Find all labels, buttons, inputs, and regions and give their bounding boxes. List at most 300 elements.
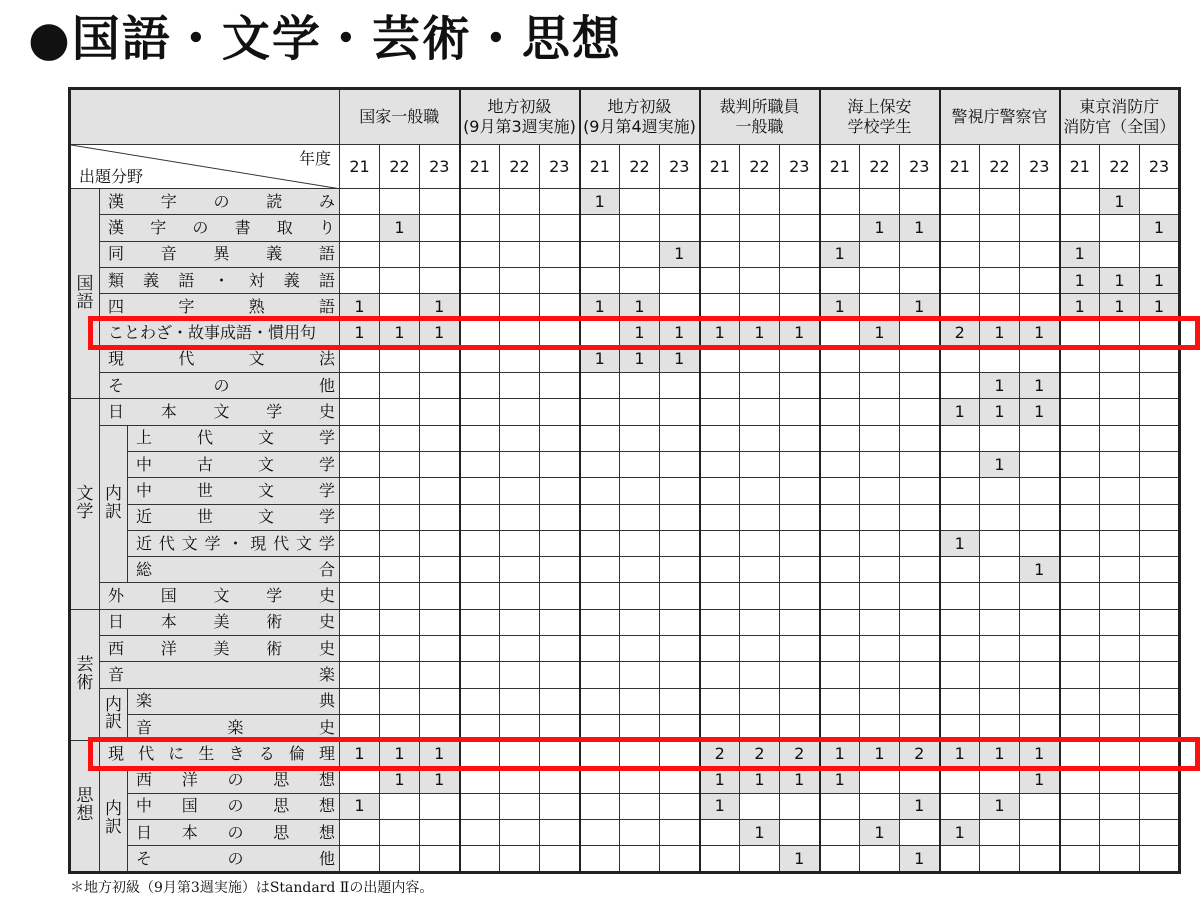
empty-cell (1020, 267, 1060, 293)
empty-cell (1100, 741, 1140, 767)
empty-cell (740, 241, 780, 267)
empty-cell (1100, 451, 1140, 477)
empty-cell (420, 346, 460, 372)
empty-cell (740, 793, 780, 819)
count-cell: 1 (660, 241, 700, 267)
header-corner-diagonal (70, 145, 340, 189)
empty-cell (900, 399, 940, 425)
empty-cell (900, 820, 940, 846)
empty-cell (740, 215, 780, 241)
empty-cell (780, 688, 820, 714)
empty-cell (380, 846, 420, 872)
empty-cell (420, 451, 460, 477)
count-cell: 1 (380, 741, 420, 767)
empty-cell (500, 530, 540, 556)
year-label: 年度 (298, 149, 331, 168)
topic-label (100, 399, 340, 425)
count-cell: 1 (340, 741, 380, 767)
empty-cell (980, 215, 1020, 241)
empty-cell (900, 530, 940, 556)
topic-text: 日 本 美 術 史 (108, 612, 335, 632)
empty-cell (940, 714, 980, 740)
empty-cell (580, 425, 620, 451)
empty-cell (500, 373, 540, 399)
empty-cell (700, 636, 740, 662)
year-cell: 23 (1140, 145, 1180, 189)
empty-cell (860, 636, 900, 662)
empty-cell (340, 767, 380, 793)
empty-cell (620, 478, 660, 504)
count-cell: 1 (1100, 189, 1140, 215)
empty-cell (1020, 189, 1060, 215)
empty-cell (660, 662, 700, 688)
count-cell: 1 (380, 320, 420, 346)
count-cell: 1 (940, 399, 980, 425)
empty-cell (900, 346, 940, 372)
empty-cell (1020, 425, 1060, 451)
year-cell: 22 (500, 145, 540, 189)
empty-cell (540, 793, 580, 819)
count-cell: 1 (1020, 557, 1060, 583)
year-cell: 21 (460, 145, 500, 189)
empty-cell (1140, 557, 1180, 583)
empty-cell (580, 241, 620, 267)
empty-cell (340, 346, 380, 372)
topic-text: そ の 他 (108, 375, 335, 395)
empty-cell (540, 662, 580, 688)
empty-cell (380, 399, 420, 425)
empty-cell (860, 714, 900, 740)
empty-cell (580, 451, 620, 477)
count-cell: 1 (900, 793, 940, 819)
empty-cell (940, 846, 980, 872)
empty-cell (500, 767, 540, 793)
empty-cell (1060, 767, 1100, 793)
empty-cell (500, 241, 540, 267)
empty-cell (340, 425, 380, 451)
empty-cell (900, 557, 940, 583)
topic-label (100, 741, 340, 767)
empty-cell (460, 820, 500, 846)
empty-cell (860, 662, 900, 688)
empty-cell (500, 846, 540, 872)
empty-cell (780, 399, 820, 425)
empty-cell (580, 583, 620, 609)
count-cell: 1 (980, 320, 1020, 346)
data-row (70, 373, 1180, 399)
empty-cell (420, 609, 460, 635)
empty-cell (1100, 215, 1140, 241)
empty-cell (540, 609, 580, 635)
data-row (70, 425, 1180, 451)
empty-cell (420, 425, 460, 451)
empty-cell (380, 451, 420, 477)
empty-cell (820, 846, 860, 872)
empty-cell (1020, 609, 1060, 635)
empty-cell (860, 346, 900, 372)
topic-text: 類 義 語 ・ 対 義 語 (108, 270, 335, 290)
exam-header-1 (340, 89, 460, 145)
empty-cell (1060, 346, 1100, 372)
empty-cell (420, 583, 460, 609)
count-cell: 2 (900, 741, 940, 767)
empty-cell (420, 373, 460, 399)
data-row (70, 557, 1180, 583)
count-cell: 1 (420, 294, 460, 320)
count-cell: 1 (740, 767, 780, 793)
count-cell: 1 (820, 294, 860, 320)
empty-cell (620, 399, 660, 425)
empty-cell (540, 583, 580, 609)
year-cell: 22 (740, 145, 780, 189)
empty-cell (1060, 741, 1100, 767)
empty-cell (460, 451, 500, 477)
count-cell: 1 (1020, 399, 1060, 425)
topic-label (100, 583, 340, 609)
empty-cell (460, 215, 500, 241)
empty-cell (820, 373, 860, 399)
empty-cell (1060, 451, 1100, 477)
empty-cell (460, 267, 500, 293)
count-cell: 1 (900, 294, 940, 320)
data-row (70, 215, 1180, 241)
empty-cell (540, 373, 580, 399)
count-cell: 1 (420, 320, 460, 346)
empty-cell (620, 241, 660, 267)
empty-cell (700, 346, 740, 372)
empty-cell (620, 688, 660, 714)
empty-cell (380, 478, 420, 504)
empty-cell (900, 189, 940, 215)
empty-cell (1020, 451, 1060, 477)
empty-cell (700, 241, 740, 267)
topic-text: 近 世 文 学 (136, 507, 335, 527)
empty-cell (460, 846, 500, 872)
empty-cell (380, 609, 420, 635)
empty-cell (700, 846, 740, 872)
empty-cell (860, 846, 900, 872)
empty-cell (1060, 820, 1100, 846)
empty-cell (700, 504, 740, 530)
count-cell: 1 (620, 294, 660, 320)
empty-cell (900, 609, 940, 635)
empty-cell (460, 399, 500, 425)
empty-cell (820, 504, 860, 530)
empty-cell (780, 609, 820, 635)
empty-cell (500, 820, 540, 846)
empty-cell (340, 688, 380, 714)
empty-cell (380, 793, 420, 819)
empty-cell (860, 189, 900, 215)
data-row (70, 820, 1180, 846)
empty-cell (1140, 714, 1180, 740)
empty-cell (1060, 530, 1100, 556)
data-row (70, 320, 1180, 346)
empty-cell (580, 267, 620, 293)
exam-header-4 (700, 89, 820, 145)
exam-name-line2: 一般職 (735, 117, 784, 136)
empty-cell (1140, 241, 1180, 267)
empty-cell (580, 557, 620, 583)
empty-cell (500, 609, 540, 635)
empty-cell (580, 215, 620, 241)
empty-cell (1020, 846, 1060, 872)
empty-cell (900, 504, 940, 530)
empty-cell (820, 557, 860, 583)
empty-cell (740, 189, 780, 215)
empty-cell (820, 793, 860, 819)
empty-cell (860, 583, 900, 609)
year-cell: 21 (340, 145, 380, 189)
data-row (70, 267, 1180, 293)
empty-cell (580, 662, 620, 688)
empty-cell (820, 451, 860, 477)
empty-cell (660, 714, 700, 740)
empty-cell (940, 478, 980, 504)
count-cell: 1 (340, 793, 380, 819)
empty-cell (980, 583, 1020, 609)
year-cell: 23 (780, 145, 820, 189)
empty-cell (700, 820, 740, 846)
topic-label (100, 241, 340, 267)
empty-cell (340, 451, 380, 477)
empty-cell (700, 373, 740, 399)
empty-cell (380, 346, 420, 372)
empty-cell (900, 451, 940, 477)
group-label-1: 文学 (70, 399, 100, 609)
empty-cell (580, 636, 620, 662)
topic-text: 現 代 文 法 (108, 349, 335, 369)
empty-cell (540, 714, 580, 740)
empty-cell (1100, 662, 1140, 688)
empty-cell (780, 267, 820, 293)
empty-cell (380, 504, 420, 530)
year-cell: 22 (1100, 145, 1140, 189)
empty-cell (900, 373, 940, 399)
topic-label (100, 215, 340, 241)
exam-name-line1: 東京消防庁 (1079, 97, 1160, 116)
topic-text: ことわざ・故事成語・慣用句 (108, 323, 317, 343)
count-cell: 1 (380, 767, 420, 793)
empty-cell (860, 688, 900, 714)
empty-cell (980, 294, 1020, 320)
topic-label (100, 662, 340, 688)
empty-cell (380, 241, 420, 267)
empty-cell (420, 267, 460, 293)
empty-cell (1100, 820, 1140, 846)
empty-cell (1020, 636, 1060, 662)
empty-cell (660, 451, 700, 477)
empty-cell (940, 583, 980, 609)
count-cell: 1 (820, 241, 860, 267)
count-cell: 1 (620, 346, 660, 372)
empty-cell (500, 714, 540, 740)
empty-cell (420, 399, 460, 425)
empty-cell (340, 478, 380, 504)
empty-cell (540, 189, 580, 215)
count-cell: 1 (780, 320, 820, 346)
empty-cell (460, 688, 500, 714)
count-cell: 1 (700, 320, 740, 346)
empty-cell (500, 793, 540, 819)
count-cell: 1 (740, 320, 780, 346)
empty-cell (980, 346, 1020, 372)
count-cell: 1 (1140, 267, 1180, 293)
count-cell: 1 (380, 215, 420, 241)
count-cell: 1 (980, 793, 1020, 819)
empty-cell (980, 714, 1020, 740)
empty-cell (780, 241, 820, 267)
empty-cell (340, 714, 380, 740)
count-cell: 1 (700, 767, 740, 793)
empty-cell (860, 294, 900, 320)
empty-cell (980, 478, 1020, 504)
count-cell: 1 (980, 399, 1020, 425)
empty-cell (660, 846, 700, 872)
exam-name-line1: 国家一般職 (359, 107, 440, 126)
empty-cell (500, 215, 540, 241)
empty-cell (500, 688, 540, 714)
year-cell: 21 (820, 145, 860, 189)
empty-cell (460, 373, 500, 399)
empty-cell (740, 636, 780, 662)
empty-cell (860, 609, 900, 635)
count-cell: 1 (860, 741, 900, 767)
empty-cell (660, 820, 700, 846)
empty-cell (540, 451, 580, 477)
empty-cell (660, 583, 700, 609)
empty-cell (980, 820, 1020, 846)
page-title: ●国語・文学・芸術・思想 (28, 11, 622, 67)
exam-name-line2: 消防官（全国） (1063, 117, 1176, 136)
empty-cell (1060, 609, 1100, 635)
empty-cell (620, 189, 660, 215)
count-cell: 2 (940, 320, 980, 346)
year-cell: 21 (580, 145, 620, 189)
exam-name-line2: 学校学生 (847, 117, 912, 136)
exam-header-6 (940, 89, 1060, 145)
empty-cell (620, 557, 660, 583)
empty-cell (660, 557, 700, 583)
empty-cell (1060, 846, 1100, 872)
empty-cell (780, 820, 820, 846)
count-cell: 1 (1100, 267, 1140, 293)
count-cell: 1 (340, 294, 380, 320)
empty-cell (1140, 478, 1180, 504)
empty-cell (420, 557, 460, 583)
empty-cell (740, 714, 780, 740)
empty-cell (700, 215, 740, 241)
empty-cell (860, 425, 900, 451)
empty-cell (500, 557, 540, 583)
empty-cell (660, 478, 700, 504)
empty-cell (940, 504, 980, 530)
empty-cell (1060, 688, 1100, 714)
empty-cell (820, 688, 860, 714)
empty-cell (500, 478, 540, 504)
topic-text: 同 音 異 義 語 (108, 244, 335, 264)
empty-cell (1020, 241, 1060, 267)
empty-cell (1060, 399, 1100, 425)
empty-cell (1140, 425, 1180, 451)
year-cell: 23 (900, 145, 940, 189)
data-row (70, 741, 1180, 767)
topic-text: 中 国 の 思 想 (136, 796, 335, 816)
topic-label (128, 425, 340, 451)
empty-cell (420, 846, 460, 872)
empty-cell (540, 478, 580, 504)
empty-cell (1140, 688, 1180, 714)
empty-cell (1020, 662, 1060, 688)
exam-name-line1: 海上保安 (847, 97, 912, 116)
empty-cell (620, 741, 660, 767)
topic-text: 楽 典 (136, 691, 335, 711)
empty-cell (340, 662, 380, 688)
exam-header-5 (820, 89, 940, 145)
empty-cell (1020, 583, 1060, 609)
count-cell: 1 (860, 320, 900, 346)
empty-cell (740, 609, 780, 635)
exam-name-line1: 裁判所職員 (719, 97, 800, 116)
empty-cell (1100, 425, 1140, 451)
empty-cell (940, 451, 980, 477)
empty-cell (1100, 320, 1140, 346)
empty-cell (1060, 793, 1100, 819)
empty-cell (1100, 636, 1140, 662)
empty-cell (620, 373, 660, 399)
empty-cell (460, 662, 500, 688)
count-cell: 1 (1100, 294, 1140, 320)
data-row (70, 767, 1180, 793)
empty-cell (1060, 478, 1100, 504)
empty-cell (740, 425, 780, 451)
empty-cell (740, 267, 780, 293)
group-label-0: 国語 (70, 189, 100, 399)
count-cell: 1 (420, 767, 460, 793)
empty-cell (1060, 636, 1100, 662)
sub-label-uchiwake: 内訳 (100, 425, 128, 583)
count-cell: 1 (940, 530, 980, 556)
empty-cell (1140, 662, 1180, 688)
data-row (70, 530, 1180, 556)
empty-cell (660, 793, 700, 819)
empty-cell (420, 636, 460, 662)
data-row (70, 241, 1180, 267)
empty-cell (460, 793, 500, 819)
topic-text: 総 合 (136, 559, 335, 579)
empty-cell (980, 662, 1020, 688)
year-cell: 23 (660, 145, 700, 189)
topic-label (100, 346, 340, 372)
empty-cell (660, 688, 700, 714)
topic-label (100, 609, 340, 635)
exam-header-7 (1060, 89, 1180, 145)
empty-cell (780, 714, 820, 740)
empty-cell (660, 189, 700, 215)
empty-cell (1020, 793, 1060, 819)
topic-text: 漢 字 の 書 取 り (108, 217, 335, 237)
topic-label (128, 846, 340, 872)
count-cell: 1 (780, 767, 820, 793)
data-row (70, 846, 1180, 872)
topic-label (100, 294, 340, 320)
data-row (70, 294, 1180, 320)
empty-cell (820, 189, 860, 215)
empty-cell (940, 373, 980, 399)
empty-cell (940, 215, 980, 241)
empty-cell (1100, 609, 1140, 635)
data-row (70, 451, 1180, 477)
